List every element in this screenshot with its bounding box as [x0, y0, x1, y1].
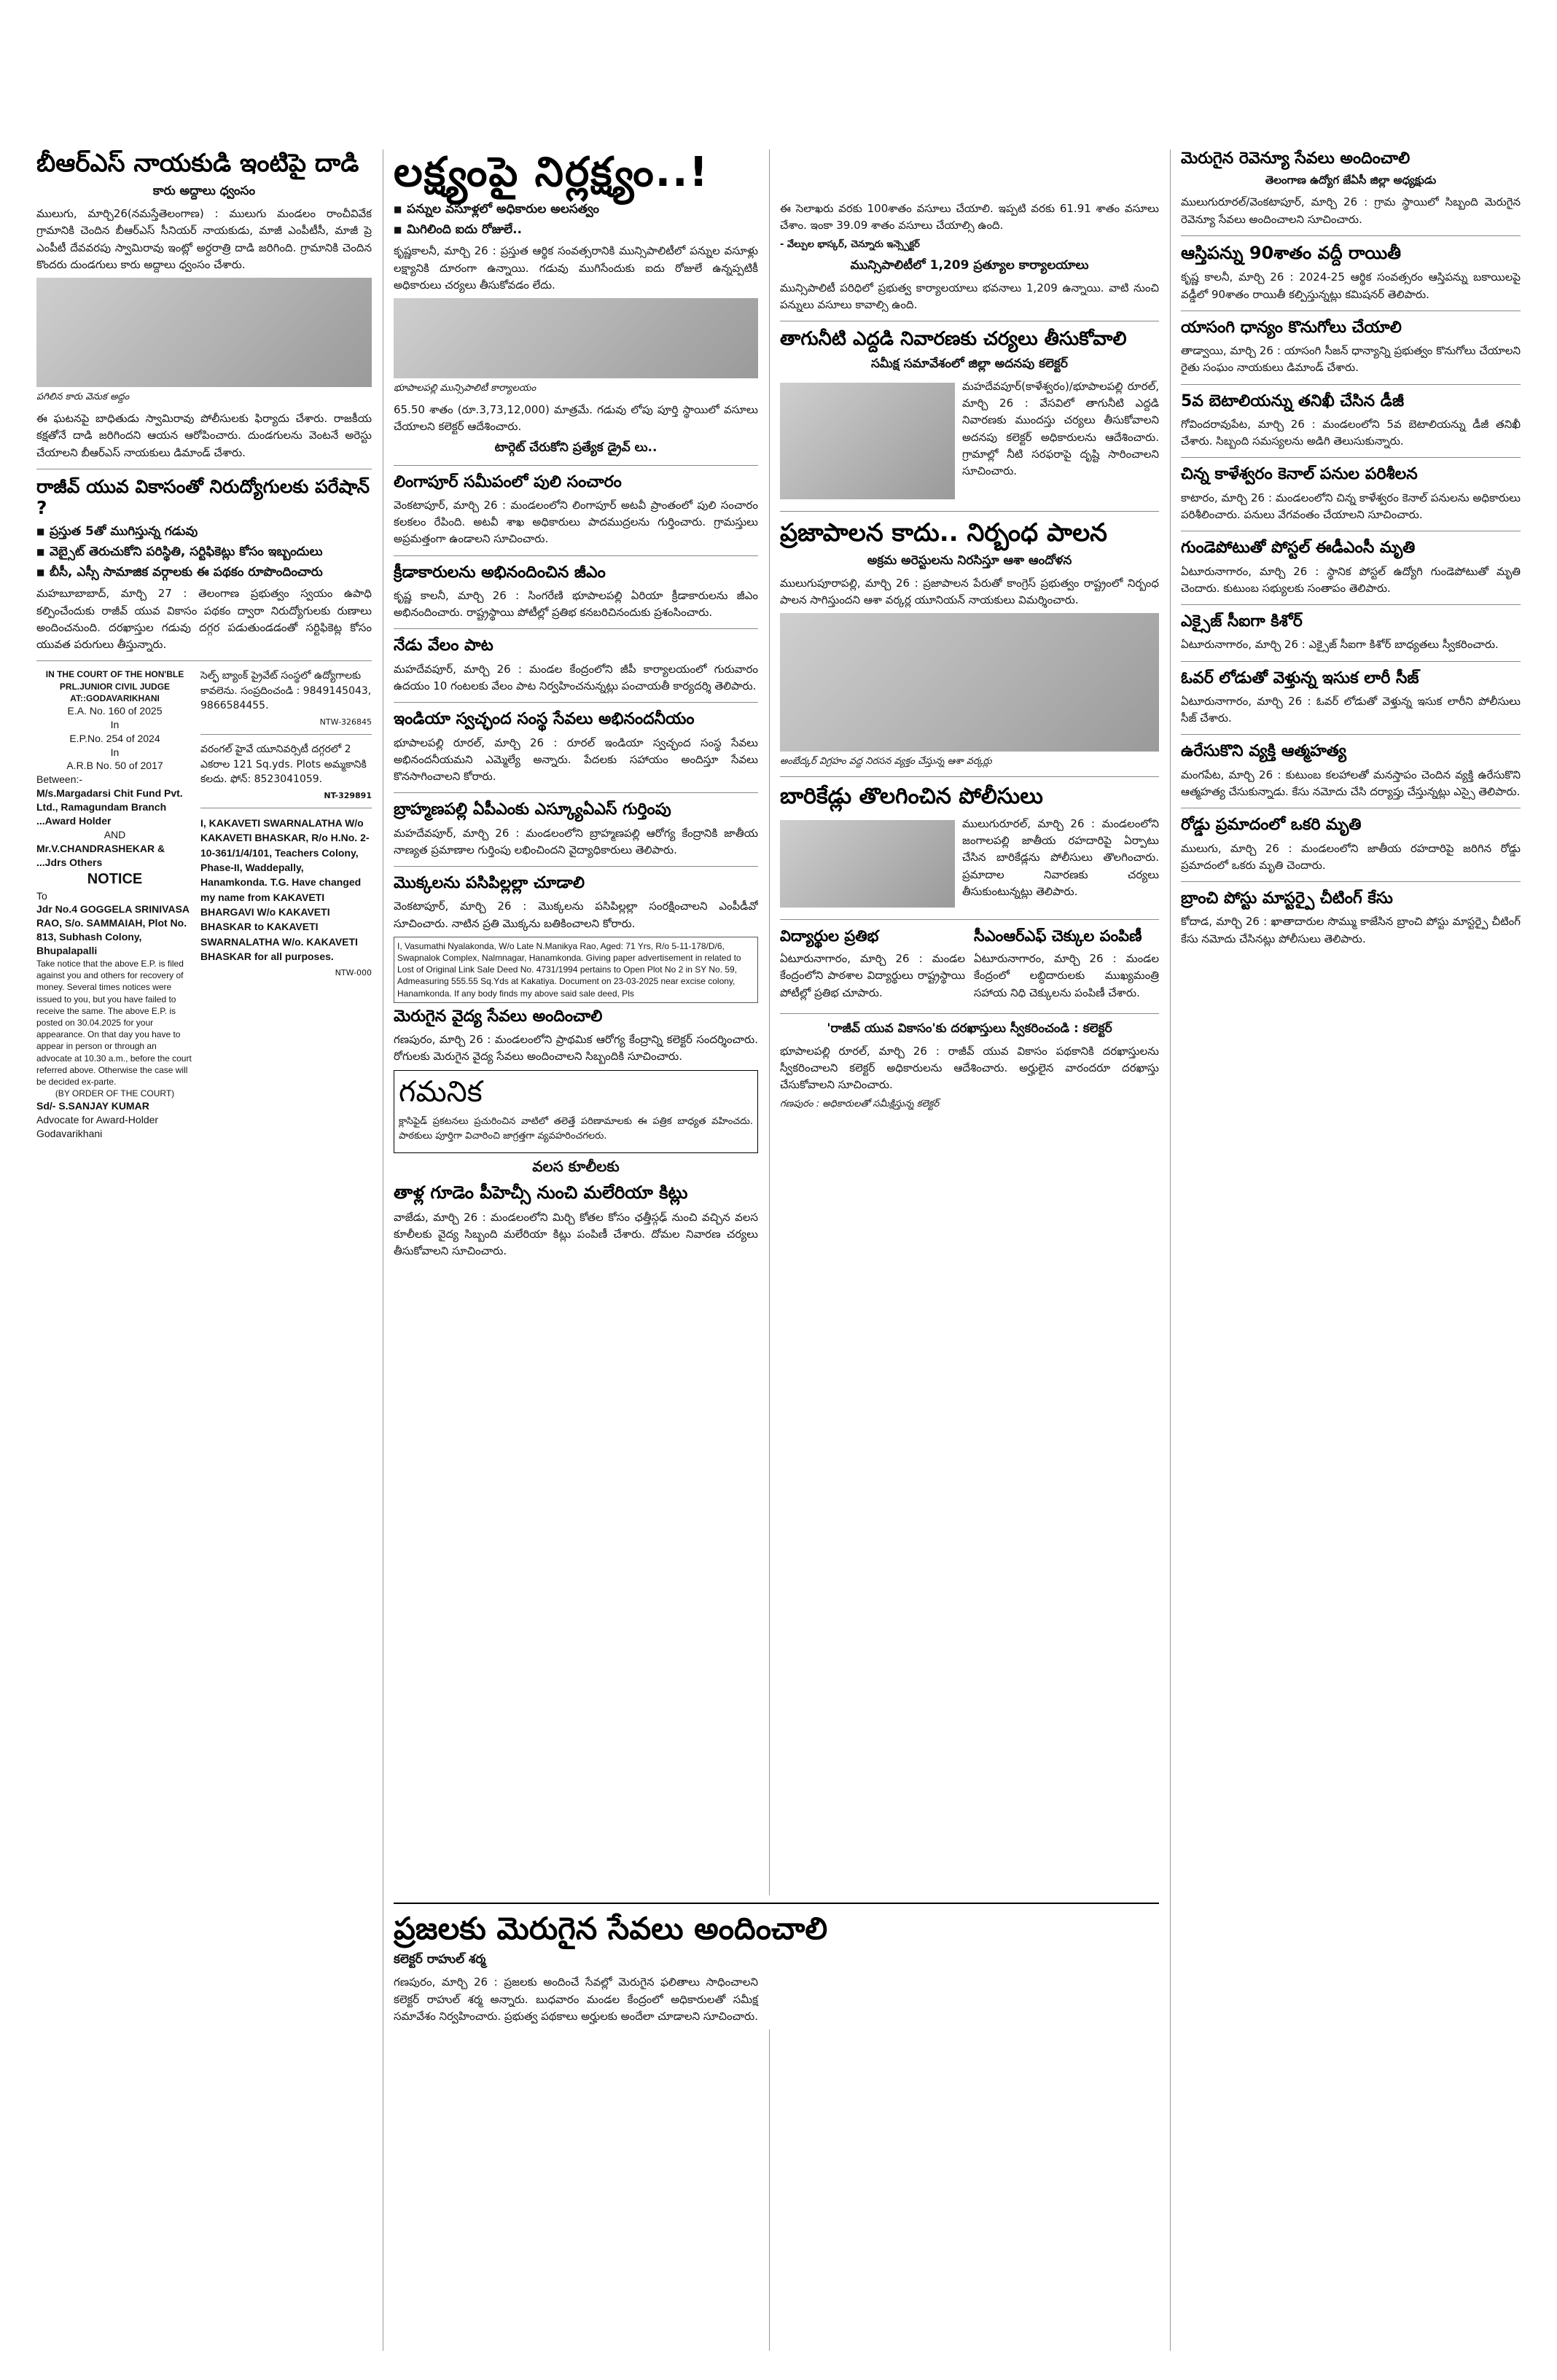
story-text: ఏటూరునాగారం, మార్చి 26 : మండల కేంద్రంలో లబ్ధిదారులకు ముఖ్యమంత్రి సహాయ నిధి చెక్కులను పంపిణీ చేశారు.	[974, 952, 1159, 999]
lost-document-notice: I, Vasumathi Nyalakonda, W/o Late N.Manikya Rao, Aged: 71 Yrs, R/o 5-11-178/D/6, Swapnalok Complex, Nalmnagar, Hanamkonda. Giving paper advertisement in related to Lost of Original Link Sale Deed No. 4731/1994 pertains to Open Plot No 2 in SY No. 59, Admeasuring 555.55 Sq.Yds at Kakatiya. Document on 23-03-2025 near excise colony, Hanamkonda. If any body finds my above said sale deed, Pls	[394, 937, 758, 1003]
ep-number: E.P.No. 254 of 2024	[69, 732, 160, 744]
story-block	[780, 927, 965, 1006]
story-text: భూపాలపల్లి రూరల్, మార్చి 26 : రూరల్ ఇండియా స్వచ్ఛంద సంస్థ సేవలు అభినందనీయమని ఎమ్మెల్యే అన్నారు. పేదలకు సహాయం అందిస్తూ సేవలు కొనసాగించాలని కోరారు.	[394, 736, 758, 784]
quote-byline: - వేల్పుల భాస్కర్, చెన్నూరు ఇన్స్పెక్టర్	[780, 238, 920, 250]
story-text: మహదేవపూర్(కాళేశ్వరం)/భూపాలపల్లి రూరల్, మార్చి 26 : వేసవిలో తాగునీటి ఎద్దడి నివారణకు ముందస్తు చర్యలు తీసుకోవాలని అదనపు కలెక్టర్ అధికారులను ఆదేశించారు. గ్రామాల్లో నీటి సరఫరాపై దృష్టి సారించాలని సూచించారు.	[962, 379, 1159, 478]
byline: కారు అద్దాలు ధ్వంసం	[152, 184, 256, 199]
headline: ప్రజలకు మెరుగైన సేవలు అందించాలి	[394, 1911, 828, 1946]
bullet-item: ■ బీసీ, ఎస్సీ సామాజిక వర్గాలకు ఈ పథకం రూపొందించారు	[36, 565, 372, 582]
arb-number: A.R.B No. 50 of 2017	[66, 760, 163, 772]
story-text: ఈ సెలాఖరు వరకు 100శాతం వసూలు చేయాలి. ఇప్పటి వరకు 61.91 శాతం వసూలు చేశాం. ఇంకా 39.09 శాతం వసూలు చేయాల్సి ఉంది.	[780, 202, 1159, 233]
story-text: మహబూబాబాద్, మార్చి 27 : తెలంగాణ ప్రభుత్వం స్వయం ఉపాధి కల్పించేందుకు రాజీవ్ యువ వికాసం పథకం ద్వారా నిరుద్యోగులకు రుణాలు అందించనుంది. దరఖాస్తుల గడువు దగ్గర పడుతుండడంతో సర్టిఫికెట్ల కోసం యువత పరుగులు తీస్తున్నారు.	[36, 587, 372, 652]
story-text: ములుగురూరల్/వెంకటాపూర్, మార్చి 26 : గ్రామ స్థాయిలో సిబ్బంది మెరుగైన రెవెన్యూ సేవలు అందించాలని సూచించారు.	[1181, 195, 1521, 226]
main-headline: బీఆర్ఎస్ నాయకుడి ఇంటిపై దాడి	[36, 149, 359, 178]
story-text: కోదాడ, మార్చి 26 : ఖాతాదారుల సొమ్ము కాజేసిన బ్రాంచి పోస్టు మాస్టర్పై చీటింగ్ కేసు నమోదు చేసినట్లు పోలీసులు తెలిపారు.	[1181, 915, 1521, 945]
classified-ad: వరంగల్ హైవే యూనివర్సిటీ దగ్గరలో 2 ఎకరాల 121 Sq.yds. Plots అమ్మకానికి కలదు. ఫోన్: 8523041059.	[200, 744, 367, 785]
story-text: వెంకటాపూర్, మార్చి 26 : మండలంలోని లింగాపూర్ అటవీ ప్రాంతంలో పులి సంచారం కలకలం రేపింది. అటవీ శాఖ అధికారులు పాదముద్రలను గుర్తించారు. గ్రామస్తులు అప్రమత్తంగా ఉండాలని సూచించారు.	[394, 498, 758, 546]
headline: మొక్కలను పసిపిల్లల్లా చూడాలి	[394, 874, 585, 893]
headline: యాసంగి ధాన్యం కొనుగోలు చేయాలి	[1181, 318, 1402, 337]
divider	[1181, 604, 1521, 605]
subhead: వలస కూలీలకు	[532, 1157, 620, 1175]
ad-code: NTW-326845	[319, 717, 372, 727]
classified-ad: సెల్ఫ్ బ్యాంక్ ప్రైవేట్ సంస్థలో ఉద్యోగాలకు కావలెను. సంప్రదించండి : 9849145043, 9866584455.	[200, 670, 372, 711]
ads-right	[200, 668, 372, 978]
divider	[780, 1013, 1159, 1014]
headline: ఎక్సైజ్ సీఐగా కిశోర్	[1181, 612, 1303, 631]
ea-number: E.A. No. 160 of 2025	[67, 704, 163, 717]
party-1: M/s.Margadarsi Chit Fund Pvt. Ltd., Ramagundam Branch ...Award Holder	[36, 787, 183, 827]
divider	[1181, 734, 1521, 735]
headline: లింగాపూర్ సమీపంలో పులి సంచారం	[394, 472, 622, 491]
subhead: మున్సిపాలిటీలో 1,209 ప్రత్యూల కార్యాలయాలు	[850, 257, 1089, 273]
headline: ఓవర్ లోడుతో వెళ్తున్న ఇసుక లారీ సీజ్	[1181, 668, 1419, 687]
photo-caption: భూపాలపల్లి మున్సిపాలిటీ కార్యాలయం	[394, 383, 536, 394]
headline: తాళ్ల గూడెం పీహెచ్సీ నుంచి మలేరియా కిట్లు	[394, 1182, 688, 1203]
signatory-role: Advocate for Award-Holder Godavarikhani	[36, 1114, 159, 1140]
court-name: IN THE COURT OF THE HON'BLE PRL.JUNIOR CIVIL JUDGE AT::GODAVARIKHANI	[45, 669, 184, 703]
in-label: In	[110, 718, 120, 730]
divider	[1181, 457, 1521, 458]
notice-box-text: క్లాసిఫైడ్ ప్రకటనలు ప్రచురించిన వాటిలో తలెత్తే పరిణామాలకు ఈ పత్రిక బాధ్యత వహించదు. పాఠకులు పూర్తిగా విచారించి జాగ్రత్తగా వ్యవహరించగలరు.	[399, 1115, 753, 1142]
headline: 5వ బెటాలియన్ను తనిఖీ చేసిన డీజీ	[1181, 391, 1405, 410]
story-text: ఏటూరునాగారం, మార్చి 26 : మండల కేంద్రంలోని పాఠశాల విద్యార్థులు రాష్ట్రస్థాయి పోటీల్లో ప్రతిభ చూపారు.	[780, 952, 965, 999]
photo-caption: పగిలిన కారు వెనుక అద్దం	[36, 391, 130, 403]
headline: సీఎంఆర్ఎఫ్ చెక్కుల పంపిణీ	[974, 926, 1142, 945]
story-text: మంగపేట, మార్చి 26 : కుటుంబ కలహాలతో మనస్తాపం చెందిన వ్యక్తి ఉరేసుకొని ఆత్మహత్య చేసుకున్నాడు. కేసు నమోదు చేసి దర్యాప్తు చేస్తున్నట్లు ఎస్సై తెలిపారు.	[1181, 768, 1521, 798]
between-label: Between:-	[36, 773, 83, 786]
newspaper-page	[36, 149, 1521, 2351]
story-text: కృష్ణకాలనీ, మార్చి 26 : ప్రస్తుత ఆర్థిక సంవత్సరానికి మున్సిపాలిటీలో పన్నుల వసూళ్లు లక్ష్యానికి దూరంగా ఉన్నాయి. గడువు ముగిసేందుకు ఐదు రోజులే ఉన్నప్పటికీ అధికారులు చర్యలు తీసుకోవడం లేదు.	[394, 244, 758, 292]
bottom-story	[394, 1895, 1159, 2029]
story-text: ఏటూరునాగారం, మార్చి 26 : ఓవర్ లోడుతో వెళ్తున్న ఇసుక లారీని పోలీసులు సీజ్ చేశారు.	[1181, 694, 1521, 725]
divider	[780, 511, 1159, 512]
headline: మెరుగైన రెవెన్యూ సేవలు అందించాలి	[1181, 149, 1410, 168]
story-text: ఈ ఘటనపై బాధితుడు స్వామిరావు పోలీసులకు ఫిర్యాదు చేశారు. రాజకీయ కక్షతోనే దాడి జరిగిందని ఆయన ఆరోపించారు. దుండగులను వెంటనే అరెస్టు చేయాలని బీఆర్ఎస్ నాయకులు డిమాండ్ చేశారు.	[36, 412, 372, 459]
story-block	[974, 927, 1159, 1006]
headline: చిన్న కాళేశ్వరం కెనాల్ పనుల పరిశీలన	[1181, 465, 1418, 484]
story-text: ములుగు, మార్చి26(నమస్తేతెలంగాణ) : ములుగు మండలం రాంచీవివేక గ్రామానికి చెందిన బీఆర్ఎస్ సీనియర్ నాయకుడు, మాజీ ఎంపీటీసీ, మాజీ ప్రె ఎంపీటీ దేవవరపు స్వామిరావు ఇంట్లో అర్ధరాత్రి దాడి జరిగింది. గ్రామానికి చెందిన కొందరు దుండగులు కారు అద్దాలు ధ్వంసం చేశారు.	[36, 207, 372, 271]
bullet-item: ■ పన్నుల వసూళ్లలో అధికారుల అలసత్వం	[394, 202, 758, 219]
divider	[780, 919, 1159, 920]
divider	[394, 555, 758, 556]
story-text: గణపురం, మార్చి 26 : ప్రజలకు అందించే సేవల్లో మెరుగైన ఫలితాలు సాధించాలని కలెక్టర్ రాహుల్ శర్మ అన్నారు. బుధవారం మండల కేంద్రంలో అధికారులతో సమీక్ష సమావేశం నిర్వహించారు. ప్రభుత్వ పథకాలు అర్హులకు అందేలా చూడాలని సూచించారు.	[394, 1975, 758, 2023]
story-text: గోవిందరావుపేట, మార్చి 26 : మండలంలోని 5వ బెటాలియన్ను డీజీ తనిఖీ చేశారు. సిబ్బంది సమస్యలను అడిగి తెలుసుకున్నారు.	[1181, 417, 1521, 448]
addressee: Jdr No.4 GOGGELA SRINIVASA RAO, S/o. SAMMAIAH, Plot No. 813, Subhash Colony, Bhupalapalli	[36, 903, 190, 957]
headline: తాగునీటి ఎద్దడి నివారణకు చర్యలు తీసుకోవాలి	[780, 328, 1127, 350]
headline: ఉరేసుకొని వ్యక్తి ఆత్మహత్య	[1181, 742, 1346, 761]
headline: రోడ్డు ప్రమాదంలో ఒకరి మృతి	[1181, 816, 1362, 835]
divider	[1181, 384, 1521, 385]
in-label: In	[110, 746, 120, 758]
story-photo	[36, 278, 372, 387]
subhead: అక్రమ అరెస్టులను నిరసిస్తూ ఆశా ఆందోళన	[867, 553, 1072, 568]
story-photo	[780, 383, 955, 499]
divider	[394, 465, 758, 466]
notice-box-title: గమనిక	[399, 1074, 483, 1109]
subhead: సమీక్ష సమావేశంలో జిల్లా అదనపు కలెక్టర్	[870, 356, 1068, 371]
headline: క్రీడాకారులను అభినందించిన జీఎం	[394, 563, 606, 582]
story-text: గణపురం, మార్చి 26 : మండలంలోని ప్రాథమిక ఆరోగ్య కేంద్రాన్ని కలెక్టర్ సందర్శించారు. రోగులకు మెరుగైన వైద్య సేవలు అందించాలని సిబ్బందికి సూచించారు.	[394, 1033, 758, 1064]
headline: ఆస్తిపన్ను 90శాతం వద్దీ రాయితీ	[1181, 242, 1402, 263]
story-text: భూపాలపల్లి రూరల్, మార్చి 26 : రాజీవ్ యువ వికాసం పథకానికి దరఖాస్తులను స్వీకరించాలని కలెక్టర్ అధికారులను ఆదేశించారు. అర్హులైన వారందరూ దరఖాస్తు చేసుకోవాలని సూచించారు.	[780, 1044, 1159, 1092]
ad-code: NTW-000	[335, 968, 372, 978]
headline: బారికేడ్లు తొలగించిన పోలీసులు	[780, 784, 1043, 810]
headline: బ్రాంచి పోస్టు మాస్టర్పై చీటింగ్ కేసు	[1181, 889, 1393, 908]
court-order: (BY ORDER OF THE COURT)	[55, 1088, 175, 1099]
headline: ప్రజాపాలన కాదు.. నిర్బంధ పాలన	[780, 518, 1108, 547]
masthead-headline: లక్ష్యంపై నిర్లక్ష్యం..!	[394, 149, 709, 196]
story-text: మహదేవపూర్, మార్చి 26 : మండల కేంద్రంలోని జీపీ కార్యాలయంలో గురువారం ఉదయం 10 గంటలకు వేలం పాట నిర్వహించనున్నట్లు పంచాయతీ కార్యదర్శి తెలిపారు.	[394, 662, 758, 693]
story-text: 65.50 శాతం (రూ.3,73,12,000) మాత్రమే. గడువు లోపు పూర్తి స్థాయిలో వసూలు చేయాలని కలెక్టర్ ఆదేశించారు.	[394, 403, 758, 434]
bullet-item: ■ మిగిలింది ఐదు రోజులే..	[394, 222, 758, 240]
column-4	[1181, 149, 1521, 2351]
headline: విద్యార్థుల ప్రతిభ	[780, 926, 879, 945]
headline: రాజీవ్ యువ వికాసంతో నిరుద్యోగులకు పరేషాన్ ?	[36, 475, 370, 518]
to-label: To	[36, 889, 47, 902]
column-1	[36, 149, 372, 2351]
subhead: కలెక్టర్ రాహుల్ శర్మ	[394, 1952, 486, 1967]
story-photo	[780, 613, 1159, 752]
story-text: కృష్ణ కాలనీ, మార్చి 26 : 2024-25 ఆర్థిక సంవత్సరం ఆస్తిపన్ను బకాయిలపై వడ్డీలో 90శాతం రాయితీ కల్పిస్తున్నట్లు కమిషనర్ తెలిపారు.	[1181, 270, 1521, 301]
headline: నేడు వేలం పాట	[394, 636, 493, 655]
story-photo	[780, 820, 955, 908]
photo-caption: అంబేద్కర్ విగ్రహం వద్ద నిరసన వ్యక్తం చేస్తున్న ఆశా వర్కర్లు	[780, 756, 992, 768]
subhead: టార్గెట్ చేరుకోని ప్రత్యేక డ్రైవ్ లు..	[494, 440, 657, 455]
divider	[200, 734, 372, 735]
divider	[1181, 235, 1521, 236]
story-photo	[394, 298, 758, 378]
two-up-row	[780, 927, 1159, 1006]
notice-title: NOTICE	[87, 870, 143, 887]
story-text: మున్సిపాలిటీ పరిధిలో ప్రభుత్వ కార్యాలయాలు భవనాలు 1,209 ఉన్నాయి. వాటి నుంచి పన్నులు వసూలు కావాల్సి ఉంది.	[780, 281, 1159, 311]
divider	[394, 1903, 1159, 1904]
divider	[36, 660, 372, 661]
ad-code: NT-329891	[324, 791, 372, 801]
photo-caption: గణపురం : అధికారులతో సమీక్షిస్తున్న కలెక్టర్	[780, 1098, 940, 1109]
divider	[394, 628, 758, 629]
story-text: వాజేడు, మార్చి 26 : మండలంలోని మిర్చి కోతల కోసం ఛత్తీస్గఢ్ నుంచి వచ్చిన వలస కూలీలకు వైద్య సిబ్బంది మలేరియా కిట్లు పంపిణీ చేశారు. దోమల నివారణ చర్యలు తీసుకోవాలని సూచించారు.	[394, 1210, 758, 1258]
divider	[1181, 661, 1521, 662]
story-text: మహదేవపూర్, మార్చి 26 : మండలంలోని బ్రాహ్మణపల్లి ఆరోగ్య కేంద్రానికి జాతీయ నాణ్యత ప్రమాణాల గుర్తింపు లభించిందని వైద్యాధికారులు తెలిపారు.	[394, 826, 758, 857]
party-2: Mr.V.CHANDRASHEKAR & ...Jdrs Others	[36, 842, 165, 868]
legal-notice	[36, 668, 193, 1141]
name-change-ad: I, KAKAVETI SWARNALATHA W/o KAKAVETI BHASKAR, R/o H.No. 2-10-361/1/4/101, Teachers Colony, Phase-II, Waddepally, Hanamkonda. T.G. Have changed my name from KAKAVETI BHARGAVI W/o KAKAVETI BHASKAR to KAKAVETI SWARNALATHA W/o. KAKAVETI BHASKAR for all purposes.	[200, 817, 370, 962]
bullet-item: ■ వెబ్సైట్ తెరుచుకోని పరిస్థితి, సర్టిఫికెట్లు కోసం ఇబ్బందులు	[36, 545, 372, 562]
divider	[780, 776, 1159, 777]
story-text: ములుగు, మార్చి 26 : మండలంలోని జాతీయ రహదారిపై జరిగిన రోడ్డు ప్రమాదంలో ఒకరు మృతి చెందారు.	[1181, 841, 1521, 872]
subhead: తెలంగాణ ఉద్యోగ జేఏసీ జిల్లా అధ్యక్షుడు	[1265, 173, 1437, 187]
divider	[394, 792, 758, 793]
story-text: ఏటూరునాగారం, మార్చి 26 : ఎక్సైజ్ సీఐగా కిశోర్ బాధ్యతలు స్వీకరించారు.	[1181, 638, 1499, 652]
headline: మెరుగైన వైద్య సేవలు అందించాలి	[394, 1007, 603, 1026]
notice-text: Take notice that the above E.P. is filed against you and others for recovery of money. Several times notices were issued to you, but you have failed to receive the same. The above E.P. is posted on 30.04.2025 for your appearance. On that day you have to appear in person or through an advocate at 10.30 a.m., before the court referred above. Otherwise the case will be decided ex-parte.	[36, 959, 192, 1087]
bullet-item: ■ ప్రస్తుత 5తో ముగిస్తున్న గడువు	[36, 524, 372, 542]
divider	[394, 866, 758, 867]
story-text: తాడ్వాయి, మార్చి 26 : యాసంగి సీజన్ ధాన్యాన్ని ప్రభుత్వం కొనుగోలు చేయాలని రైతు సంఘం నాయకులు డిమాండ్ చేశారు.	[1181, 344, 1521, 375]
signature: Sd/- S.SANJAY KUMAR	[36, 1100, 149, 1112]
and-label: AND	[104, 828, 126, 840]
story-text: ములుగుపూరాపల్లి, మార్చి 26 : ప్రజాపాలన పేరుతో కాంగ్రెస్ ప్రభుత్వం రాష్ట్రంలో నిర్బంధ పాలన సాగిస్తుందని ఆశా వర్కర్ల యూనియన్ నాయకులు విమర్శించారు.	[780, 576, 1159, 607]
story-text: వెంకటాపూర్, మార్చి 26 : మొక్కలను పసిపిల్లల్లా సంరక్షించాలని ఎంపీడీవో సూచించారు. నాటిన ప్రతి మొక్కను బతికించాలని కోరారు.	[394, 900, 758, 930]
headline: ఇండియా స్వచ్ఛంద సంస్థ సేవలు అభినందనీయం	[394, 710, 695, 729]
story-text: కాటారం, మార్చి 26 : మండలంలోని చిన్న కాళేశ్వరం కెనాల్ పనులను అధికారులు పరిశీలించారు. పనులు వేగవంతం చేయాలని సూచించారు.	[1181, 491, 1521, 522]
notice-box	[394, 1070, 758, 1153]
story-text: ములుగురూరల్, మార్చి 26 : మండలంలోని జంగాలపల్లి జాతీయ రహదారిపై ఏర్పాటు చేసిన బారికేడ్లను పోలీసులు తొలగించారు. ప్రమాదాల నివారణకు చర్యలు తీసుకుంటున్నట్లు తెలిపారు.	[962, 816, 1159, 898]
story-text: ఏటూరునాగారం, మార్చి 26 : స్థానిక పోస్టల్ ఉద్యోగి గుండెపోటుతో మృతి చెందారు. కుటుంబ సభ్యులకు సంతాపం తెలిపారు.	[1181, 564, 1521, 595]
headline: బ్రాహ్మణపల్లి ఏపీఎంకు ఎస్క్యూఏఎస్ గుర్తింపు	[394, 800, 671, 819]
divider	[1181, 881, 1521, 882]
headline: గుండెపోటుతో పోస్టల్ ఈడీఎంసీ మృతి	[1181, 539, 1416, 558]
divider	[394, 702, 758, 703]
subhead: 'రాజీవ్ యువ వికాసం'కు దరఖాస్తులు స్వీకరించండి : కలెక్టర్	[827, 1021, 1112, 1036]
story-text: కృష్ణ కాలనీ, మార్చి 26 : సింగరేణి భూపాలపల్లి ఏరియా క్రీడాకారులను జీఎం అభినందించారు. రాష్ట్రస్థాయి పోటీల్లో ప్రతిభ కనబరిచినందుకు ప్రశంసించారు.	[394, 588, 758, 620]
column-rule	[1170, 149, 1171, 2351]
